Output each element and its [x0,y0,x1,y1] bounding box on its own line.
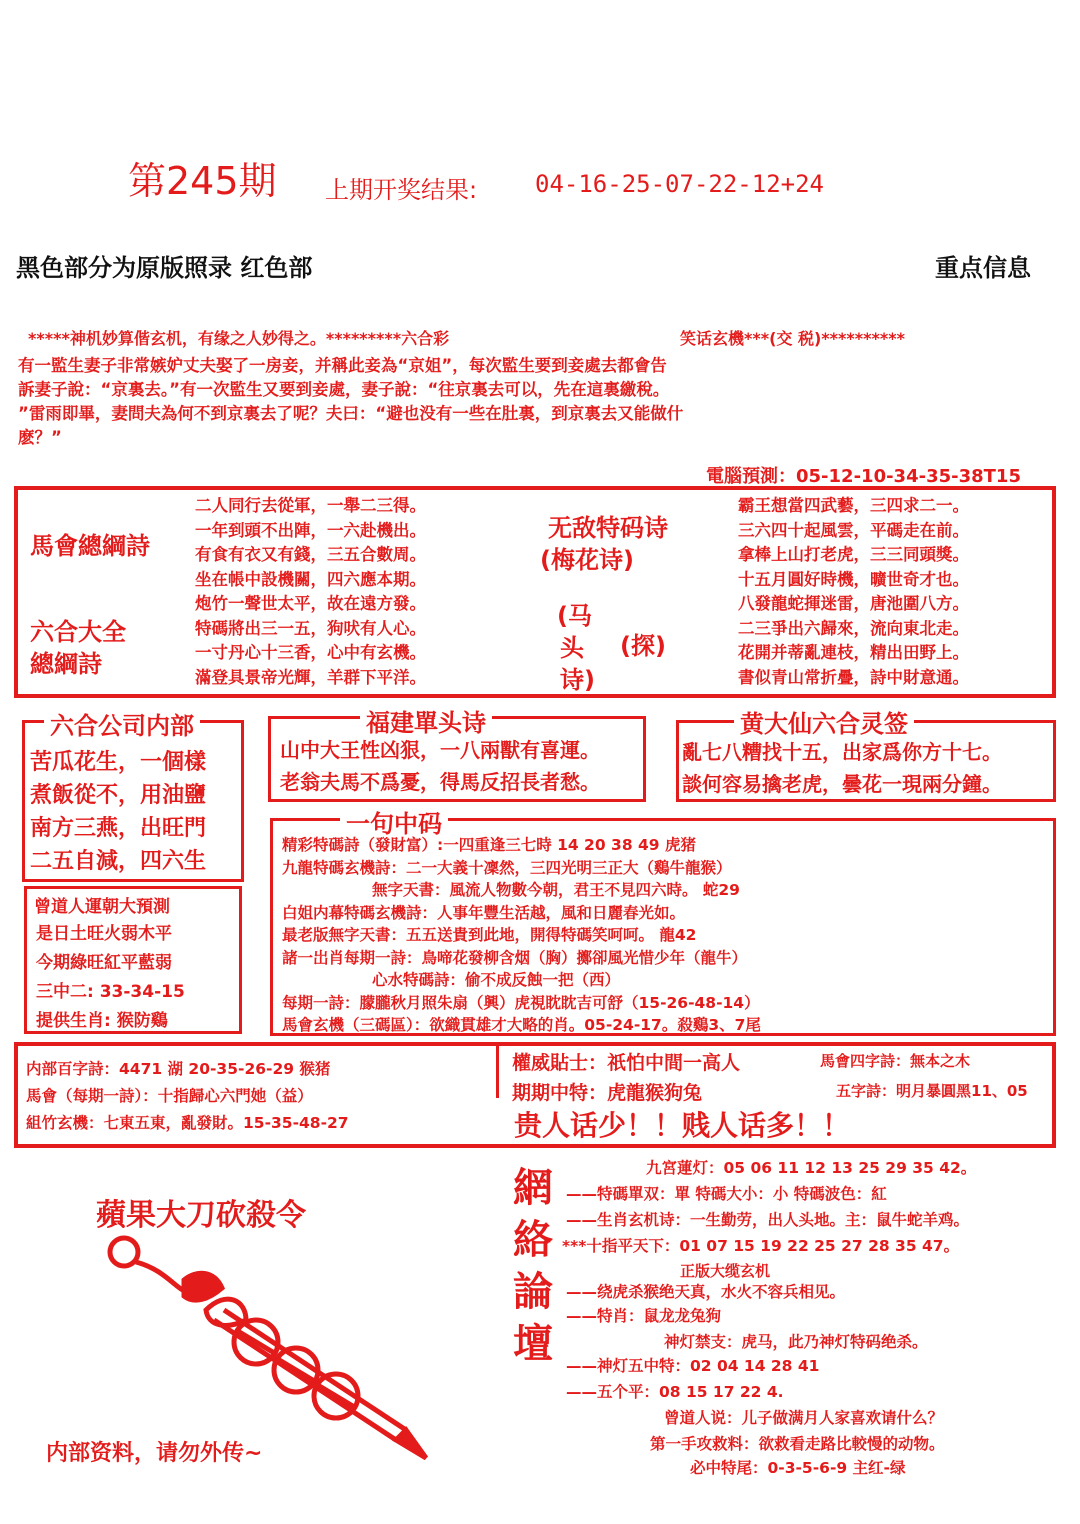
mid-c4: (探) [620,632,666,660]
forum-line: 正版大缆玄机 [680,1262,771,1280]
fujian-line: 山中大王性凶狠，一八兩獸有喜運。 [280,738,600,762]
mid-sub: (梅花诗) [540,546,634,574]
apple-footer: 内部资料，请勿外传~ [46,1441,263,1466]
zengdao-line: 今期綠旺紅平藍弱 [36,953,172,973]
forum-line: ——特碼單双：單 特碼大小：小 特碼波色：紅 [566,1185,887,1203]
legend-right: 重点信息 [935,254,1031,282]
huang-line: 亂七八糟找十五，出家爲你方十七。 [682,740,1002,764]
liuhe-title: 六合公司内部 [44,706,200,741]
bottom-left-lines [26,1056,349,1137]
forum-line: ***十指平天下：01 07 15 19 22 25 27 28 35 47。 [562,1237,960,1255]
every-issue-special: 期期中特：虎龍猴狗兔 [512,1082,703,1104]
mid-c3: 诗) [560,666,595,694]
slogan: 贵人话少！！贱人话多！！ [514,1109,851,1142]
poem-label-liuhe: 六合大全 [30,618,126,646]
zengdao-line: 提供生肖: 猴防鷄 [36,1011,168,1031]
yiju-line: 諸一岀肖每期一詩：鳥啼花發柳含烟（胸）擲卻風光惜少年（龍牛） [282,948,748,967]
mid-c2: 头 [560,634,584,662]
yiju-title: 一句中码 [340,804,448,839]
fujian-title: 福建單头诗 [360,703,492,738]
forum-line: 必中特尾：0-3-5-6-9 主红-绿 [690,1459,906,1477]
forum-char: 論 [513,1269,553,1315]
poem-right-line: 二三爭出六歸來，流向東北走。 [738,618,969,638]
fujian-lines [280,734,600,798]
intro-line-4: ”雷雨即畢，妻問夫為何不到京裏去了呢？夫曰：“避也没有一些在肚裏，到京裏去又能做什 [18,404,684,423]
forum-side-title [510,1162,556,1370]
dagger-icon [96,1230,436,1460]
yiju-line: 無字天書：風流人物數今朝，君王不見四六時。 蛇29 [372,881,740,899]
yiju-line: 馬會玄機（三碼區）：欲織貫雄才大略的肖。05-24-17。殺鷄3、7尾 [282,1016,761,1034]
last-result-value: 04-16-25-07-22-12+24 [535,170,824,198]
apple-title: 蘋果大刀砍殺令 [96,1198,306,1233]
poem-line: 二人同行去從軍，一舉二三得。 [195,496,426,515]
poem-lines-left [195,494,426,690]
liuhe-line: 南方三燕，出旺門 [30,816,207,841]
yiju-line: 九龍特碼玄機詩：二一大義十凜然，三四光明三正大（鷄牛龍猴） [282,858,732,877]
authority-tip: 權威貼士：祇怕中間一高人 [512,1052,741,1074]
fujian-line: 老翁夫馬不爲憂，得馬反招長者愁。 [280,770,600,794]
forum-line: ——绕虎杀猴绝天真，水火不容兵相见。 [566,1283,846,1301]
intro-line-5: 麽？” [18,428,62,447]
legend-redaction [365,253,925,275]
intro-line-3: 訴妻子說：“京裏去。”有一次監生又要到妾處，妻子說：“往京裏去可以，先在這裏繳稅。 [18,380,670,399]
bottom-left-line: 内部百字詩：4471 湖 20-35-26-29 猴猪 [26,1060,331,1078]
poem-label-mahui: 馬會總綱詩 [30,532,150,560]
poem-line: 滿登具景帝光輝，羊群下平洋。 [195,667,426,687]
poem-right-line: 花開并蒂亂連枝，精出田野上。 [738,643,969,662]
forum-char: 壇 [513,1321,553,1367]
poem-label-zonggang: 總綱詩 [30,650,102,678]
poem-right-line: 拿棒上山打老虎，三三同頭獎。 [738,545,969,564]
poem-right-line: 書似青山常折疊，詩中財意通。 [738,667,969,687]
huang-line: 談何容易擒老虎，曇花一現兩分鐘。 [682,772,1002,796]
yiju-line: 精彩特碼詩（發財富）:一四重逢三七時 14 20 38 49 虎猪 [282,836,696,854]
poem-line: 坐在帳中設機關，四六應本期。 [195,569,426,589]
forum-line: ——五个平：08 15 17 22 4. [566,1383,784,1401]
intro-line-2: 有一監生妻子非常嫉妒丈夫娶了一房妾，并稱此妾為“京姐”，每次監生要到妾處去都會告 [18,356,667,375]
dagger-illustration [96,1230,436,1460]
yiju-lines [282,834,761,1037]
liuhe-lines [30,746,206,878]
zengdao-line: 三中二: 33-34-15 [36,982,185,1002]
zengdao-lines [36,920,185,1036]
forum-char: 絡 [513,1217,553,1263]
poem-right-line: 十五月圓好時機，曠世奇才也。 [738,569,969,589]
forum-line: ——特肖：鼠龙龙兔狗 [566,1307,722,1325]
bottom-left-line: 馬會（每期一詩）：十指歸心六門她（益） [26,1087,313,1105]
yiju-line: 白姐内幕特碼玄機詩：人事年豐生活越，風和日麗春光如。 [282,903,686,922]
poem-line: 炮竹一聲世太平，故在遠方發。 [195,594,426,613]
computer-prediction: 電腦預測：05-12-10-34-35-38T15 [706,466,1021,487]
zengdao-line: 是日土旺火弱木平 [36,924,172,944]
poem-line: 一年到頭不出陣，一六赴機出。 [195,520,426,540]
forum-line: 神灯禁支：虎马，此乃神灯特码绝杀。 [664,1333,928,1351]
huang-lines [682,736,1002,800]
poem-right-line: 八發龍蛇揮迷雷，唐池圍八方。 [738,594,969,613]
poem-line: 特碼將出三一五，狗吠有人心。 [195,618,426,638]
mid-title: 无敌特码诗 [548,514,668,542]
forum-line: 曾道人说：儿子做满月人家喜欢请什么？ [664,1409,944,1427]
bottom-left-line: 組竹玄機：七東五東，亂發財。15-35-48-27 [26,1114,349,1132]
legend-left: 黑色部分为原版照录 红色部 [16,254,313,282]
yiju-line: 每期一詩：朦朧秋月照朱扇（興）虎視眈眈吉可舒（15-26-48-14） [282,993,760,1012]
last-result-label: 上期开奖结果: [325,176,478,204]
mahui-four-words: 馬會四字詩：無本之木 [820,1052,971,1070]
forum-line: ——生肖玄机诗：一生勤劳，出人头地。主：鼠牛蛇羊鸡。 [566,1211,970,1229]
yiju-line: 心水特碼詩：偷不成反蝕一把（西） [372,971,621,989]
bottom-divider [496,1042,499,1098]
forum-line: ——神灯五中特：02 04 14 28 41 [566,1357,820,1375]
forum-char: 網 [513,1165,553,1211]
five-word-poem: 五字詩：明月暴圓黑11、05 [836,1082,1028,1100]
forum-line: 第一手攻救料：欲救看走路比較慢的动物。 [650,1435,945,1453]
mid-c1: (马 [557,602,592,630]
poem-right-line: 霸王想當四武藝，三四求二一。 [738,496,969,515]
liuhe-line: 煮飯從不，用油鹽 [30,783,207,808]
zengdao-title: 曾道人運朝大預測 [34,897,170,917]
poem-lines-right [738,494,969,690]
poem-right-line: 三六四十起風雲，平碼走在前。 [738,520,969,540]
issue-number: 第245期 [128,159,277,203]
huang-title: 黄大仙六合灵签 [734,704,914,739]
intro-line-1-left: *****神机妙算偕玄机，有缘之人妙得之。*********六合彩 [28,329,450,348]
poem-line: 有食有衣又有錢，三五合數周。 [195,545,426,564]
liuhe-line: 苦瓜花生，一個樣 [30,750,207,775]
liuhe-line: 二五自減，四六生 [30,849,207,874]
poem-line: 一寸丹心十三香，心中有玄機。 [195,643,426,662]
forum-line: 九宮蓮灯：05 06 11 12 13 25 29 35 42。 [646,1159,977,1177]
intro-line-1-right: 笑话玄機***(交 税)********** [680,329,905,348]
yiju-line: 最老版無字天書：五五送貴到此地，開得特碼笑呵呵。 龍42 [282,926,697,944]
